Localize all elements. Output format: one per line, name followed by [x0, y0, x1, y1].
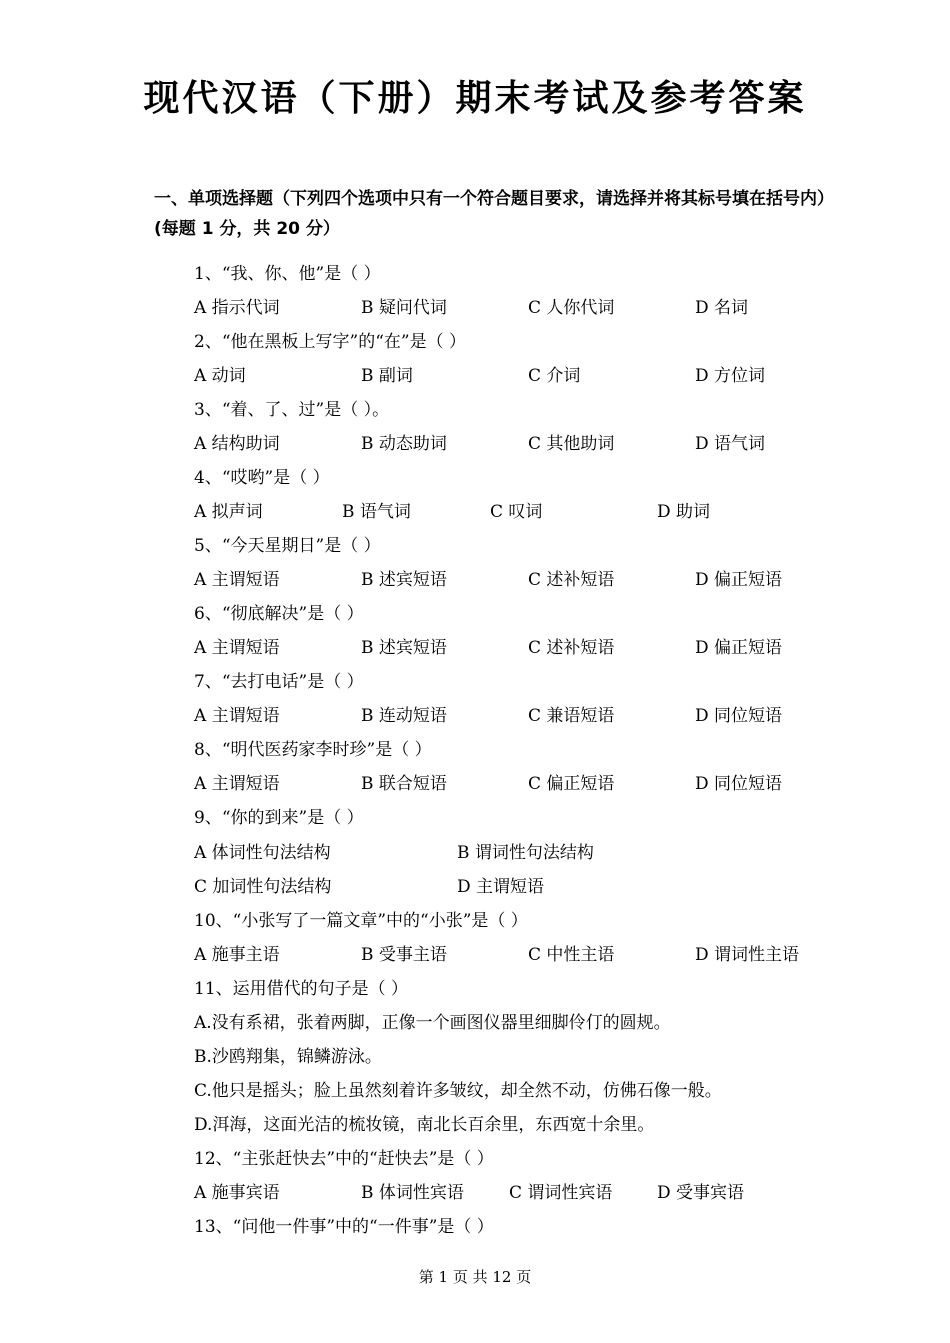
option: B.沙鸥翔集，锦鳞游泳。 — [194, 1047, 382, 1067]
option: B 述宾短语 — [361, 638, 447, 658]
page-number-footer: 第 1 页 共 12 页 — [418, 1268, 532, 1286]
question-stem: 4、“哎哟”是（ ） — [194, 468, 330, 488]
option: A 主谓短语 — [194, 570, 280, 590]
question-stem: 8、“明代医药家李时珍”是（ ） — [194, 740, 432, 760]
option: D 名词 — [695, 298, 749, 318]
option: B 连动短语 — [361, 706, 447, 726]
option: C 叹词 — [490, 502, 543, 522]
option: C 偏正短语 — [528, 774, 615, 794]
question-stem: 2、“他在黑板上写字”的“在”是（ ） — [194, 332, 466, 352]
option: B 疑问代词 — [361, 298, 447, 318]
question-stem: 1、“我、你、他”是（ ） — [194, 264, 381, 284]
option: D 同位短语 — [695, 774, 783, 794]
option: D 偏正短语 — [695, 570, 783, 590]
option: D 助词 — [657, 502, 711, 522]
question-stem: 3、“着、了、过”是（ ）。 — [194, 400, 390, 420]
option: C 加词性句法结构 — [194, 877, 332, 897]
option: D 受事宾语 — [657, 1183, 745, 1203]
option: B 受事主语 — [361, 945, 447, 965]
option: A.没有系裙，张着两脚，正像一个画图仪器里细脚伶仃的圆规。 — [194, 1013, 671, 1033]
option: D.洱海，这面光洁的梳妆镜，南北长百余里，东西宽十余里。 — [194, 1115, 655, 1135]
option: B 副词 — [361, 366, 413, 386]
option: B 体词性宾语 — [361, 1183, 464, 1203]
question-stem: 9、“你的到来”是（ ） — [194, 808, 364, 828]
option: A 拟声词 — [194, 502, 263, 522]
option: C 述补短语 — [528, 570, 615, 590]
option: C 其他助词 — [528, 434, 615, 454]
option: B 联合短语 — [361, 774, 447, 794]
option: C 述补短语 — [528, 638, 615, 658]
option: A 指示代词 — [194, 298, 280, 318]
option: A 体词性句法结构 — [194, 843, 331, 863]
option: A 施事主语 — [194, 945, 280, 965]
option: A 动词 — [194, 366, 246, 386]
question-stem: 5、“今天星期日”是（ ） — [194, 536, 381, 556]
option: A 结构助词 — [194, 434, 280, 454]
question-stem: 13、“问他一件事”中的“一件事”是（ ） — [194, 1217, 494, 1237]
document-title: 现代汉语（下册）期末考试及参考答案 — [143, 78, 807, 119]
question-stem: 10、“小张写了一篇文章”中的“小张”是（ ） — [194, 911, 528, 931]
option: C 中性主语 — [528, 945, 615, 965]
option: C 兼语短语 — [528, 706, 615, 726]
question-stem: 6、“彻底解决”是（ ） — [194, 604, 364, 624]
option: B 语气词 — [342, 502, 411, 522]
section-heading: 一、单项选择题（下列四个选项中只有一个符合题目要求，请选择并将其标号填在括号内）(每题 1 分，共 20 分） — [154, 189, 834, 239]
question-stem: 11、运用借代的句子是（ ） — [194, 979, 409, 999]
option: A 施事宾语 — [194, 1183, 280, 1203]
option: A 主谓短语 — [194, 638, 280, 658]
option: B 动态助词 — [361, 434, 447, 454]
question-stem: 12、“主张赶快去”中的“赶快去”是（ ） — [194, 1149, 494, 1169]
option: D 偏正短语 — [695, 638, 783, 658]
question-stem: 7、“去打电话”是（ ） — [194, 672, 364, 692]
option: C 人你代词 — [528, 298, 615, 318]
option: B 谓词性句法结构 — [457, 843, 594, 863]
option: B 述宾短语 — [361, 570, 447, 590]
option: D 同位短语 — [695, 706, 783, 726]
option: A 主谓短语 — [194, 706, 280, 726]
option: D 语气词 — [695, 434, 766, 454]
option: D 方位词 — [695, 366, 766, 386]
option: C 谓词性宾语 — [509, 1183, 613, 1203]
option: D 谓词性主语 — [695, 945, 800, 965]
option: C.他只是摇头；脸上虽然刻着许多皱纹，却全然不动，仿佛石像一般。 — [194, 1081, 722, 1101]
option: D 主谓短语 — [457, 877, 545, 897]
option: A 主谓短语 — [194, 774, 280, 794]
option: C 介词 — [528, 366, 581, 386]
